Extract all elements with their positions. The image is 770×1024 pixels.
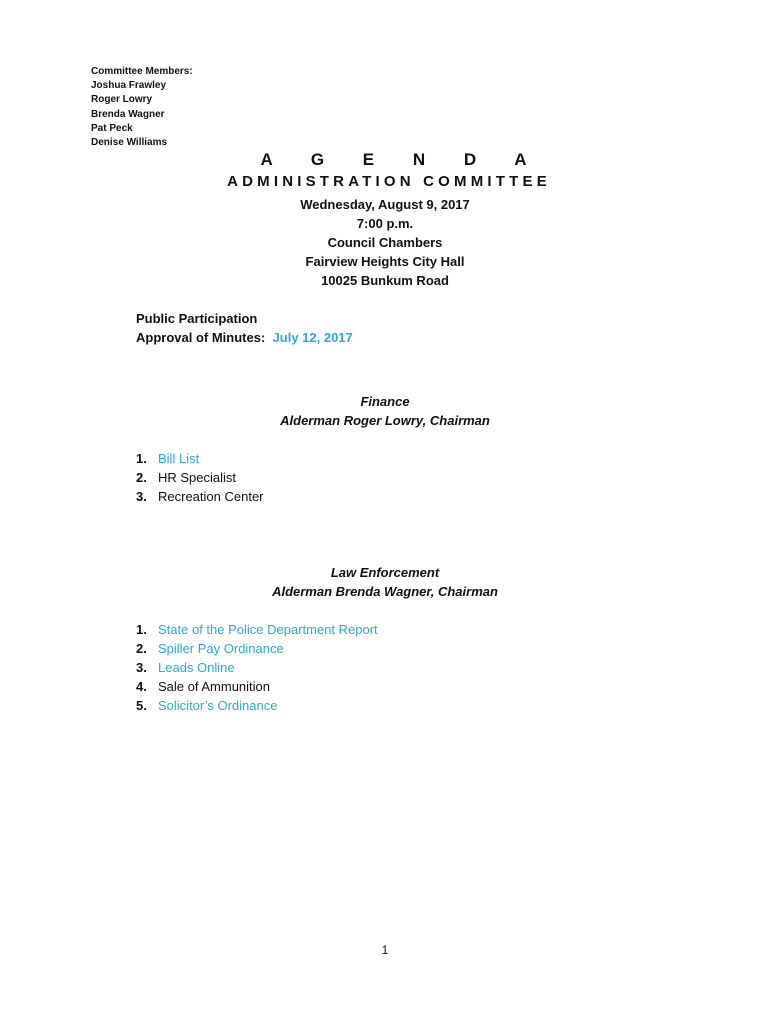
item-link-bill-list[interactable]: Bill List — [158, 451, 200, 466]
approval-colon: : — [260, 330, 266, 345]
meeting-date: Wednesday, August 9, 2017 — [300, 197, 470, 212]
member-name: Pat Peck — [91, 122, 133, 134]
finance-items — [136, 449, 264, 506]
approval-of-minutes — [136, 330, 353, 345]
item-link-leads-online[interactable]: Leads Online — [158, 660, 235, 675]
meeting-time: 7:00 p.m. — [356, 216, 414, 231]
item-label: Recreation Center — [158, 489, 264, 504]
meeting-venue: Council Chambers — [327, 235, 443, 250]
member-name: Brenda Wagner — [91, 108, 165, 120]
finance-chair: Alderman Roger Lowry, Chairman — [280, 413, 490, 428]
law-enforcement-section-header — [0, 563, 770, 601]
list-item — [136, 487, 264, 506]
item-number: 5. — [136, 698, 147, 713]
member-name: Roger Lowry — [91, 94, 153, 106]
item-link-solicitors-ordinance[interactable]: Solicitor’s Ordinance — [158, 698, 278, 713]
member-name: Denise Williams — [91, 137, 168, 149]
page-number: 1 — [381, 943, 389, 957]
law-enforcement-chair: Alderman Brenda Wagner, Chairman — [272, 584, 498, 599]
list-item — [136, 468, 264, 487]
finance-section-header — [0, 392, 770, 430]
item-link-spiller-pay[interactable]: Spiller Pay Ordinance — [158, 641, 284, 656]
law-enforcement-items — [136, 620, 378, 715]
law-enforcement-title: Law Enforcement — [330, 565, 440, 580]
committee-title: ADMINISTRATION COMMITTEE — [227, 173, 551, 190]
item-link-police-report[interactable]: State of the Police Department Report — [158, 622, 378, 637]
item-label: HR Specialist — [158, 470, 237, 485]
item-number: 3. — [136, 660, 147, 675]
item-number: 1. — [136, 451, 147, 466]
minutes-link[interactable]: July 12, 2017 — [272, 330, 353, 345]
committee-members-heading: Committee Members: — [91, 66, 193, 77]
public-participation: Public Participation — [136, 311, 258, 326]
meeting-details — [0, 195, 770, 290]
list-item — [136, 658, 378, 677]
finance-title: Finance — [360, 394, 410, 409]
item-number: 2. — [136, 641, 147, 656]
agenda-title: A G E N D A — [260, 150, 544, 169]
list-item — [136, 677, 378, 696]
item-number: 1. — [136, 622, 147, 637]
item-number: 3. — [136, 489, 147, 504]
approval-label: Approval of Minutes — [136, 330, 261, 345]
item-number: 4. — [136, 679, 147, 694]
meeting-building: Fairview Heights City Hall — [305, 254, 465, 269]
list-item — [136, 696, 378, 715]
list-item — [136, 639, 378, 658]
item-label: Sale of Ammunition — [158, 679, 271, 694]
list-item — [136, 449, 264, 468]
meeting-address: 10025 Bunkum Road — [321, 273, 449, 288]
member-name: Joshua Frawley — [91, 80, 167, 92]
item-number: 2. — [136, 470, 147, 485]
committee-members — [91, 65, 193, 150]
list-item — [136, 620, 378, 639]
